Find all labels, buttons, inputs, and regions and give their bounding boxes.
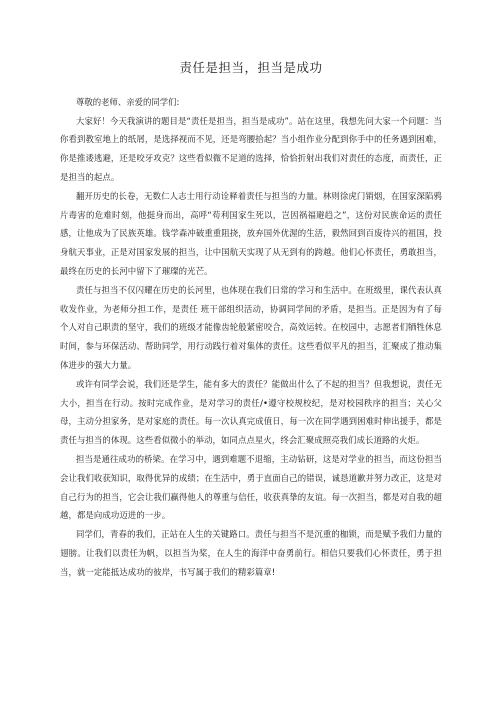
paragraph-1: 大家好！今天我演讲的题目是“责任是担当，担当是成功”。站在这里，我想先问大家一个问题：当你看到教室地上的纸屑，是选择视而不见，还是弯腰拾起？当小组作业分配到你手中的任务遇到困难，你是推诿逃避，还是咬牙攻克？这些看似微不足道的选择，恰恰折射出我们对责任的态度，而责任，正是担当的起点。 [60,115,442,182]
paragraph-5: 担当是通往成功的桥梁。在学习中，遇到难题不退缩，主动钻研，这是对学业的担当，而这份担当会让我们收获知识，取得优异的成绩；在生活中，勇于直面自己的错误，诚恳道歉并努力改正，这是对自己行为的担当，它会让我们赢得他人的尊重与信任，收获真挚的友谊。每一次担当，都是对自我的超越，都是向成功迈进的一步。 [60,453,442,521]
paragraph-4: 或许有同学会说，我们还是学生，能有多大的责任？能做出什么了不起的担当？但我想说，责任无大小，担当在行动。按时完成作业，是对学习的责任/•遵守校规校纪，是对校园秩序的担当；关心父母，主动分担家务，是对家庭的责任。每一次认真完成值日，每一次在同学遇到困难时伸出援手，都是责任与担当的体现。这些看似微小的举动，如同点点星火，终会汇聚成照亮我们成长道路的火炬。 [60,378,442,446]
paragraph-3: 责任与担当不仅闪耀在历史的长河里，也体现在我们日常的学习和生活中。在班级里，课代表认真收发作业，为老师分担工作，是责任 班干部组织活动，协调同学间的矛盾，是担当。正是因为有了每个人对自己职责的坚守，我们的班级才能像齿轮般紧密咬合，高效运转。在校园中，志愿者们牺牲休息时间，参与环保活动、帮助同学，用行动践行着对集体的责任。这些看似平凡的担当，汇聚成了推动集体进步的强大力量。 [60,284,442,370]
document-title: 责任是担当，担当是成功 [179,60,323,75]
paragraph-6: 同学们，青春的我们，正站在人生的关键路口。责任与担当不是沉重的枷锁，而是赋予我们力量的翅膀。让我们以责任为帆，以担当为桨，在人生的海洋中奋勇前行。相信只要我们心怀责任，勇于担当，就一定能抵达成功的彼岸，书写属于我们的精彩篇章! [60,529,442,577]
paragraph-2: 翻开历史的长卷，无数仁人志士用行动诠释着责任与担当的力量。林则徐虎门销烟，在国家深陷鸦片毒害的危难时刻，他挺身而出，高呼“苟利国家生死以，岂因祸福避趋之”，这份对民族命运的责任感，让他成为了民族英雄。钱学森冲破重重阻挠，放弃国外优渥的生活，毅然回到百废待兴的祖国，投身航天事业，正是对国家发展的担当，让中国航天实现了从无到有的跨越。他们心怀责任，勇敢担当，最终在历史的长河中留下了璀璨的光芒。 [60,190,442,276]
greeting: 尊敬的老师、亲爱的同学们: [76,97,180,107]
document-page [60,0,442,582]
